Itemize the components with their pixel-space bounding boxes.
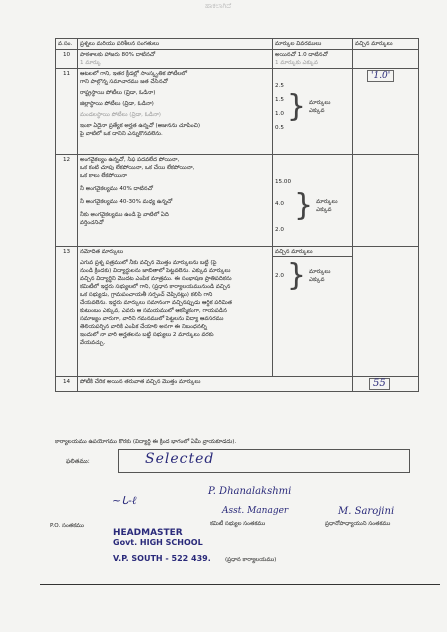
row11-line: జిల్లాస్థాయి పోటీలు (వ్రిడా, ఓడినా) (80, 101, 154, 107)
row12-value: 4.0 (275, 201, 284, 207)
header-marks-detail: మార్కుల వివరములు (273, 39, 353, 50)
row12-line: ఒక కాలు లేకపోయినా (80, 173, 127, 179)
row13-bracket-group (275, 258, 350, 293)
brace-icon: } (286, 258, 306, 293)
row12-text (78, 155, 273, 247)
row10-awarded (353, 50, 419, 69)
row12-detail-label: మార్కులు (316, 199, 338, 205)
row10-detail-line-2: 1 మార్కుకు ఎక్కువ (275, 60, 318, 66)
bottom-rule (40, 584, 440, 585)
handwritten-name-1: P. Dhanalakshmi (208, 486, 292, 497)
row12-detail (273, 155, 353, 247)
row13-detail-labels (309, 268, 330, 284)
row14-awarded-value: 55 (369, 378, 390, 390)
row11-line: ఇంకా ఏదైనా ప్రత్యేక అర్హత ఉన్నచో (అజునను చూపించి) (80, 123, 201, 129)
row11-values (275, 82, 284, 132)
row11-awarded-value: '1.0' (367, 70, 394, 82)
row13-detail-label: ఎక్కువ (309, 277, 325, 283)
row13-line: ఇందులో నా వారి అర్హతలను బట్టి సభ్యులు 2 మార్కులు వరకు (80, 332, 214, 338)
row12-detail-label: ఎక్కువ (316, 207, 332, 213)
row12-line: వర్తించనిచో (80, 220, 104, 226)
row11-value: 1.0 (275, 111, 284, 117)
row13-detail-label: మార్కులు (309, 269, 331, 275)
row12-detail-labels (316, 198, 337, 214)
row10-line: పాఠశాలకు హాజరు 80% దాటినచో (80, 52, 156, 58)
row13-detail (273, 247, 353, 377)
signature-scribble-po: ~ᒐ-ℓ (112, 494, 137, 507)
row12-values (275, 178, 291, 234)
row11-detail (273, 69, 353, 155)
row11-no: 11 (56, 69, 78, 155)
row11-awarded (353, 69, 419, 155)
po-signature-label: P.O. సంతకము (50, 523, 84, 529)
stamp-line-2: Govt. HIGH SCHOOL (113, 538, 203, 547)
row12-line: నీకు అంగవైకల్యము ఉండి పై వాటిలో ఏది (80, 212, 169, 218)
row12-value: 2.0 (275, 227, 284, 233)
row11-line: మండలస్థాయి పోటీలు (వ్రిడా, ఓడినా) (80, 112, 161, 118)
table-row (56, 247, 419, 377)
handwritten-name-3: M. Sarojini (338, 506, 395, 517)
row14-awarded (353, 377, 419, 392)
row11-value: 1.5 (275, 97, 284, 103)
brace-icon: } (294, 188, 314, 223)
row11-line: గాని పాల్గొన్న సమాచారము జత చేసినచో (80, 79, 168, 85)
row11-value: 0.5 (275, 125, 284, 131)
headmaster-signature-label: ప్రధానోపాధ్యాయుని సంతకము (325, 521, 391, 527)
row11-detail-label: ఎక్కువ (309, 108, 325, 114)
result-value: Selected (145, 451, 215, 467)
row12-line: అంగవైకల్యం ఉన్నచో, సిఫ పదవలేద పోయినా, (80, 157, 180, 163)
committee-signature-label: కమిటీ సభ్యుల సంతకము (210, 521, 266, 527)
row10-detail (273, 50, 353, 69)
table-row (56, 50, 419, 69)
row13-line: తెలియపర్చిన వారికి ఎంపిక చేయాలి అనగా ఈ నిబంధనల్ని (80, 324, 207, 330)
row13-marks-col-title: వచ్చిన మార్కులు (273, 248, 352, 257)
table-row (56, 155, 419, 247)
row13-line: కుటుంబం ఎక్కువ, ఎవరు ఆ సమయములో ఆకస్మికంగా, గాయపడిన (80, 308, 227, 314)
row13-line: సమాజ్యం వారుగా, వారిని గమనములో పెట్టలను విద్యా ఆవసరము (80, 316, 224, 322)
table-header-row (56, 39, 419, 50)
row11-bracket-group (275, 82, 350, 132)
row11-detail-label: మార్కులు (309, 100, 331, 106)
headmaster-stamp (113, 528, 211, 564)
table-row (56, 69, 419, 155)
row11-value: 2.5 (275, 83, 284, 89)
row11-detail-labels (309, 99, 330, 115)
row10-text (78, 50, 273, 69)
row13-no: 13 (56, 247, 78, 377)
row14-no: 14 (56, 377, 78, 392)
row13-line: ఎగువ ప్రశ్న పత్రములో నీకు వచ్చిన మొత్తం మార్కులను బట్టి (పై (80, 260, 217, 266)
row14-text: పోటీకి చేరిక అయిన తరువాత వచ్చిన మొత్తం మార్కులు (78, 377, 353, 392)
stamp-line-3: V.P. SOUTH - 522 439. (113, 554, 211, 563)
result-label: ఫలితము: (66, 458, 90, 465)
row13-text (78, 247, 273, 377)
committee-note: (ప్రధాన కార్యాలయము) (225, 557, 277, 563)
row13-awarded (353, 247, 419, 377)
row13-line: నుండి క్రిందకు) విద్యార్థులను జాబితాలో పెట్టవలెను. ఎక్కువ మార్కులు (80, 268, 231, 274)
row12-bracket-group (275, 178, 350, 234)
row13-line: వేయవచ్చు. (80, 340, 106, 346)
header-no: వ.సం. (56, 39, 78, 50)
row12-line: నీ అంగవైకల్యము 40-30% మధ్య ఉన్నచో (80, 199, 173, 205)
row11-text (78, 69, 273, 155)
row11-line: పై వాటిలో ఒక దానిని ఎన్నుకొనవలెను. (80, 131, 163, 137)
row11-line: రాష్ట్రస్థాయి పోటీలు (వ్రిడా, ఓడినా) (80, 90, 156, 96)
row12-line: నీ అంగవైకల్యము 40% దాటినచో (80, 186, 153, 192)
handwritten-name-2: Asst. Manager (222, 506, 289, 516)
table-row (56, 377, 419, 392)
row13-line: చేయవలెను. ఇద్దరు మార్కులు సమానంగా వచ్చినప్పుడు ఆర్థిక పరిమిత (80, 300, 232, 306)
row12-line: ఒక కంటి చూపు లేకపోయినా, ఒక చేయి లేకపోయినా, (80, 165, 195, 171)
row12-value: 15.00 (275, 179, 292, 185)
row12-no: 12 (56, 155, 78, 247)
row10-no: 10 (56, 50, 78, 69)
row13-line: ఒక సభ్యుడు, గ్రామపంచాయతీ సర్పంచ్ చెప్పినట్లు) కలిసి గాని (80, 292, 213, 298)
header-marks-awarded: వచ్చిన మార్కులు (353, 39, 419, 50)
header-smudge: ಹಾಕಲಾಗಿದೆ (205, 2, 232, 10)
row13-line: వచ్చిన విద్యార్థిని మొదట ఎంపిక మాత్రము. ఈ సంభాషణ ప్రాతిపదికను (80, 276, 232, 282)
row10-detail-line: అయినచో 1.0 దాటినచో (275, 52, 328, 58)
marks-table (55, 38, 419, 392)
row11-line: ఆటలలో గాని, ఇతర క్రీడల్లో సాంస్కృతిక పోటీలలో (80, 71, 188, 77)
office-use-footnote: కార్యాలయము ఉపయోగము కొరకు (విద్యార్థి ఈ క్రింద భాగంలో ఏమీ వ్రాయకూడదు). (55, 439, 237, 445)
row13-value: 2.0 (275, 273, 284, 279)
brace-icon: } (286, 89, 306, 124)
header-particulars: ప్రశ్నలు మరియు పరిశీలన సంగతులు (78, 39, 273, 50)
stamp-line-1: HEADMASTER (113, 528, 183, 538)
row10-line-2: 1 మార్కు (80, 60, 101, 66)
row13-title: నమోదిత మార్కులు (80, 249, 124, 255)
row13-line: కమిటీలో ఇద్దరు సభ్యులలో గాని, (ప్రధాన కార్యాలయమునుండి వచ్చిన (80, 284, 231, 290)
row12-awarded (353, 155, 419, 247)
